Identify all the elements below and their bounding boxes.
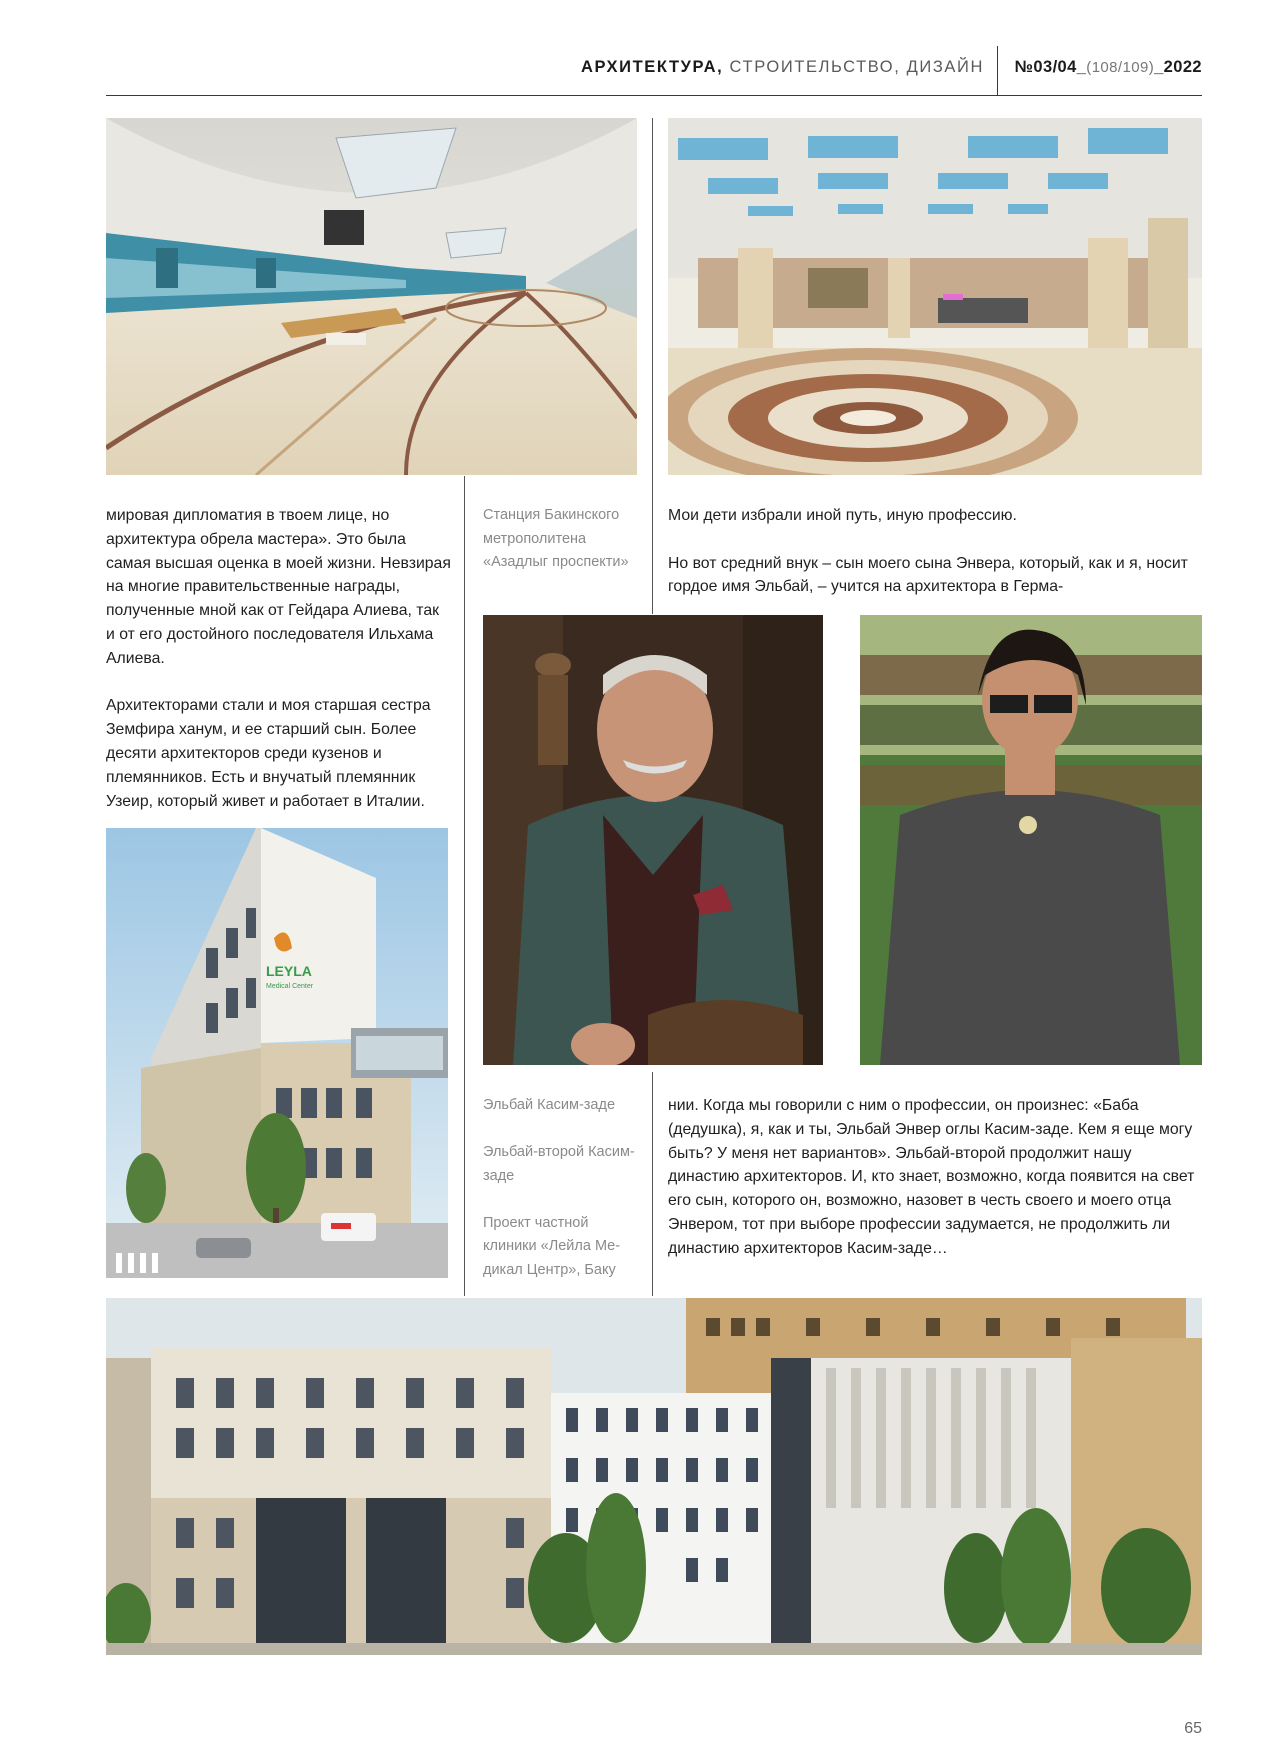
- paragraph: мировая дипломатия в твоем лице, но архитектура обрела мастера». Это была самая высшая оценка в моей жизни. Невзирая на многие правительственные награды, полученные мной как от Гейдара Алиева, так и от его достойного последователя Ильхама Алиева.: [106, 507, 451, 667]
- left-column-text: [106, 504, 452, 813]
- paragraph: Архитекторами стали и моя старшая сестра Земфира ханум, и ее старший сын. Более десяти архитекторов среди кузенов и племянников. Есть и внучатый племянник Узеир, который живет и работает в Италии.: [106, 697, 431, 810]
- column-rule-right-lower: [652, 1072, 653, 1296]
- metro-hall-photo: [668, 118, 1202, 475]
- issue-number: [1015, 58, 1202, 77]
- caption-metro: Станция Бакинского метрополитена «Азадлыг проспекти»: [483, 507, 629, 570]
- metro-platform-photo: [106, 118, 637, 475]
- issue-main: №03/04_: [1014, 58, 1087, 76]
- metro-caption: [483, 504, 643, 575]
- clinic-building-photo: [106, 828, 448, 1278]
- caption-grandson: Эльбай-второй Касим-заде: [483, 1144, 635, 1184]
- clinic-logo-sub: Medical Center: [266, 983, 314, 990]
- clinic-facade-photo: [106, 1298, 1202, 1655]
- caption-portrait: Эльбай Касим-заде: [483, 1097, 616, 1113]
- column-rule-right: [652, 118, 653, 614]
- section-title-light: СТРОИТЕЛЬСТВО, ДИЗАЙН: [723, 58, 984, 76]
- header-divider: [997, 46, 999, 96]
- paragraph: Мои дети избрали иной путь, иную профессию.: [668, 507, 1017, 524]
- section-title: [581, 58, 984, 77]
- section-title-bold: АРХИТЕКТУРА,: [581, 58, 724, 76]
- lower-captions: [483, 1094, 643, 1282]
- page-header: [106, 46, 1202, 96]
- paragraph: Но вот средний внук – сын моего сына Энвера, который, как и я, носит гордое имя Эльбай, – учится на архитектора в Герма-: [668, 554, 1188, 596]
- issue-year: _2022: [1154, 58, 1202, 76]
- column-rule-left: [464, 476, 465, 1296]
- clinic-logo-text: LEYLA: [266, 963, 312, 979]
- grandson-photo: [860, 615, 1202, 1065]
- portrait-photo: [483, 615, 823, 1065]
- issue-paren: (108/109): [1086, 59, 1155, 76]
- caption-clinic: Проект частной клиники «Лейла Медикал Центр», Баку: [483, 1214, 621, 1278]
- page-number: 65: [1184, 1720, 1202, 1737]
- right-column-top-text: [668, 504, 1202, 599]
- right-column-bottom-text: [668, 1094, 1202, 1261]
- paragraph: нии. Когда мы говорили с ним о профессии, он произнес: «Баба (дедушка), я, как и ты, Эльбай Энвер оглы Касим-заде. Кем я еще могу быть? У меня нет вариантов». Эльбай-второй продолжит нашу династию архитекторов. И, кто знает, возможно, когда появится на свет его сын, которого он, возможно, назовет в честь своего и моего отца Энвером, тот при выборе профессии задумается, не продолжить ли династию архитекторов Касим-заде…: [668, 1097, 1195, 1257]
